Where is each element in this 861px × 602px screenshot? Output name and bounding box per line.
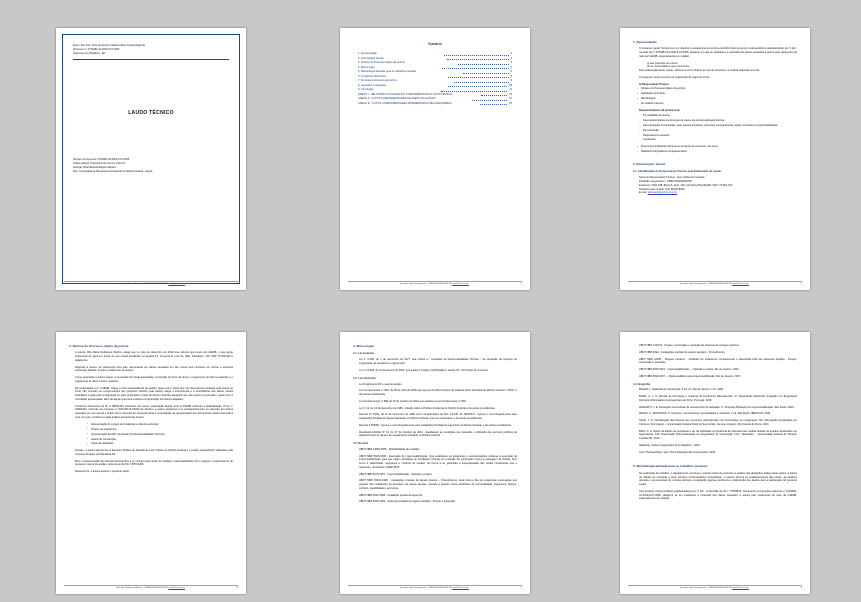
page-footer	[64, 585, 238, 590]
page-number: 1	[236, 283, 238, 285]
summary-dots	[463, 70, 508, 74]
subsection-title: 2.1. Identificação do Responsável Técnico pela Elaboração do Laudo.	[633, 170, 722, 174]
bibliography-item: Lima Thomas/Ariele, Veto. Novo Patologia das Construções, 2020.	[639, 450, 716, 454]
summary-dots	[458, 61, 509, 65]
summary-list	[358, 52, 512, 106]
summary-entry-page: 38	[509, 83, 513, 87]
subsection-label: Desenvolvimento da perícia com:	[639, 109, 681, 113]
summary-entry-page: 75	[509, 92, 513, 96]
summary-title: Sumário	[428, 42, 442, 46]
page-number: 4	[236, 587, 238, 589]
norm-item: ABNT NBR 7229:03 - Projeto, construção e operação de sistemas de tanques sépticos.	[639, 344, 740, 347]
list-item: ▪ Apresentação do projeto de fundações e cálculo estrutural;	[91, 423, 233, 427]
norm-item: ABNT NBR 9575:2010 - Impermeabilização — Seleção e projeto. Rio de Janeiro, 2010.	[639, 368, 740, 371]
paragraph: Lei nº 6.496, de 7 de dezembro de 1977, que institui a " Anotação de Responsabilidade Técnica " na prestação de serviços de engenharia, de arquitetura e agronomia.	[359, 358, 517, 366]
responsible-info	[639, 176, 797, 195]
footer-author: Jose dos Guilherme Howack - CREA 000000000/SP-DF	[399, 283, 452, 285]
summary-dots	[454, 79, 509, 83]
email-link[interactable]: jahowack@yahoo.com.br	[647, 191, 677, 195]
footer-author: Jose dos Guilherme Howack - CREA 000000000/SP-DF	[679, 587, 732, 589]
footer-email-link[interactable]: email@email.com	[732, 587, 749, 589]
email-label: E-mail:	[639, 191, 648, 195]
cover-border	[62, 34, 240, 284]
summary-dots	[444, 52, 509, 56]
document-page-5	[340, 332, 530, 594]
list-item: ▪ Documento individual referente ao contexto do processo, dos anos;	[641, 145, 797, 149]
paragraph: Para elaboração deste Laudo, utilizou-se como diretriz as normas técnicas e a vistoria realizada no local.	[639, 69, 760, 73]
summary-entry-label: 6. O histórico da Perícia	[358, 74, 386, 78]
info-line: Telefone para contato: (61) 98146-8620	[639, 187, 685, 191]
subsection-title: 4.2. Leis Distritais	[353, 376, 376, 380]
paragraph: Desses, a autora apresentou a Escritura Pública de Doação de Lote Urbano do Distrito Federal e o projeto arquitetônico elaborado pela empresa Projetec de Planaltina-DF.	[75, 449, 233, 456]
page-number: 2	[520, 283, 522, 285]
list-item: ▪ legislação pertinente;	[641, 92, 797, 96]
footer-author: Jose dos Guilherme Howack - CREA 000000000/SP-DF	[399, 587, 452, 589]
paragraph: Bem a apresentação dos demais documentos a ré conclui estar tendo de qualquer responsabilidade civil e sugeriu o arquivamento do processo interno de análise, documento de ID nº 88701266.	[75, 459, 233, 467]
summary-entry-page: 8	[510, 74, 513, 78]
summary-entry-label: ANEXO I - RELATÓRIO FOTOGRÁFICO COMPLEMENTAR DA VISITA TÉCNICA	[358, 92, 453, 96]
list-item: ▪ Carta de Habitação	[91, 442, 233, 446]
paragraph: Como reparação a autora requer a concessão de tutela antecipada, a inversão do ônus da prova, o pagamento de danos materiais e o pagamento de dano moral e material.	[75, 376, 233, 383]
summary-dots	[442, 66, 508, 70]
list-item: ▪ Síntese do Processo objeto da perícia;	[641, 87, 797, 91]
list-item: ▪ Relatórios fotográficos complementares.	[641, 150, 797, 154]
document-page-2	[340, 28, 530, 290]
plaintiff: Autor(a): Rita Maria Rodrigues Martins	[73, 166, 116, 170]
footer-author: Jose dos Guilherme Howack - CREA 000000000/SP-DF	[679, 283, 732, 285]
summary-entry-label: 1. Apresentação	[358, 52, 377, 55]
paragraph: O(s) ponto(s) controvertido(s) estabelecido(s) por V. Exª. na Decisão de ID nº 70535874, documento do processo referente nº 0704081-34.2020-8.07.0005, alega(m) se em esclarecer a extensão dos danos causados à autora pelo vazamento de rede da CAESB, especialmente em relação:	[639, 489, 797, 501]
norm-item: ABNT NBR 15844:1998 - Instalações prediais de águas pluviais – Procedimento. Esta Norma fixa as exigências necessárias aos projetos das instalações de drenagem de águas pluviais, visando a garantir níveis aceitáveis de funcionalidade, segurança, higiene, conforto, durabilidade e economia.	[359, 479, 517, 490]
bibliography-item: BINA, D. H. Efeito da adição de pozolanas e de cal hidratada na incidência de efloresências medida através de ensaios acelerados em argamassas. 100. Dissertação (Pós-Graduação em Engenharia de Construção Civil - Mestrado) – Universidade Federal do Paraná. Curitiba-PR, 2016.	[639, 429, 797, 441]
summary-entry-label: 2. Informações Gerais	[358, 56, 384, 60]
bibliography-item: Saldanha, Carlos: Engenharia de Fundações I, 2020.	[639, 443, 701, 447]
bullet-list-3	[641, 145, 797, 154]
summary-entry-page: 6	[510, 70, 512, 74]
summary-entry-label: 5. Metodologia adotada para os trabalhos periciais	[358, 70, 417, 74]
summary-dots	[480, 102, 507, 106]
page-footer	[64, 281, 238, 286]
list-item: - Das características construtivas da casa e da contextualização técnica;	[643, 119, 797, 123]
norm-item: ABNT NBR 5626:1998 - Instalação predial de água fria.	[359, 493, 423, 497]
document-requirements-list	[91, 423, 233, 447]
summary-dots	[448, 75, 508, 79]
paragraph: Desta forma, a autora ajuizou o presente pleito.	[75, 470, 130, 474]
summary-dots	[441, 88, 507, 92]
norm-item: ABNT NBR 6492 - Instalações prediais de esgoto sanitário - Procedimento.	[639, 350, 726, 354]
cover-header-line: Vara Cível de Planaltina - DF	[73, 51, 106, 55]
section-title-metodologia: 5. Metodologia adotada para os trabalhos periciais	[633, 464, 708, 469]
summary-entry-label: ANEXO II - FOTOS COMPLEMENTARES DE ANEXO DA AUTORA	[358, 97, 436, 101]
page-number: 3	[800, 283, 802, 285]
defendant: Réu: Companhia de Saneamento Ambiental do Distrito Federal - Caesb	[73, 170, 153, 174]
summary-dots	[481, 93, 507, 97]
paragraph: Na contestação a ré, CAESB, requer a total improcedência do pedido, alega que o pleito que nos documentos juntados pela autora no início não constam as comprovações dos prejuízos sofridos pela autora, alega a inocorrência e a exorbitância dos danos morais solicitados e julga pela impugnação ao valor pretendido a título de danos materiais alegando que não restou comprovado o gasto com a correlação apresentada, além de alegar que lavra a efetiva comprovação dos danos alegados.	[75, 386, 233, 401]
judicial-class: Classe judicial: Procedimento Comum Cível (7)	[73, 162, 126, 166]
summary-entry-page: 74	[509, 88, 512, 92]
paragraph: Lei nº 10.406, de 10 de janeiro de 2002, que institui o Código Civil Brasileiro, Seção VII - Do Direito de Construir.	[359, 368, 489, 372]
footer-email-link[interactable]: email@email.com	[452, 587, 469, 589]
cover-header	[73, 44, 229, 56]
bibliography-item: BAUER, L. Materiais de Construção. 5 ed. rev. Rio de Janeiro: LTC, 2000.	[639, 388, 724, 392]
cover-metadata	[73, 158, 229, 174]
paragraph: Na realização do trabalho, o planejamento envolveu o estudo prévio do processo a análise das alegações dadas pelas partes, à leitura de citados de conteúdo e do(s) ponto(s) controvertido(s) levantado(s), a vistoria técnica ao estabelecimento das partes, as análises técnicas e as pesquisas de normas técnicas e legislação vigentes pertinente e elaboração dos laudos para a elaboração do presente Laudo.	[639, 471, 797, 487]
list-item: ▪ Projeto de arquitetura;	[91, 428, 233, 432]
summary-entry[interactable]	[358, 102, 512, 107]
info-line: Profissão: Engenheiro - CREA 000000000/SP	[639, 180, 692, 184]
paragraph: O presente Laudo encontra-se organizado da seguinte forma:	[639, 75, 710, 79]
summary-entry-page: 3	[510, 52, 513, 55]
footer-email-link[interactable]: email@email.com	[732, 283, 749, 285]
summary-entry-label: 7. Do desenvolvimento da perícia	[358, 79, 397, 83]
paragraph: Decreto 5.839/80 - Aprova o novo Regulamento para Instalações Prediais de Água Fria no Distrito Federal, e dá outras providências.	[359, 423, 512, 427]
summary-dots	[448, 84, 508, 88]
summary-entry-label: 8. Questões e respostas	[358, 83, 387, 87]
section-title-informacoes: 2. Informações Gerais	[633, 161, 666, 166]
subsection-title: 4.3. Normas	[353, 442, 369, 446]
list-item: - Conclusão;	[643, 138, 797, 142]
section-title-sintese: 3. Síntese do Processo objeto da perícia	[69, 344, 129, 348]
summary-entry-page: 9	[510, 79, 513, 83]
norm-item: ABNT NBR 9575:2010 - Impermeabilização - Seleção e projeto.	[359, 472, 433, 476]
document-page-6	[620, 332, 810, 594]
bibliography-item: SILVA, T. R. Identificação das fissuras que provocam efloresências nas construções em argamassa. 80f. Monografia (Graduação em Ciência e Tecnologia) – Universidade Federal Rural do Semi-Árido, Campus Angicos, Rio Grande do Norte, 2011.	[639, 419, 797, 426]
summary-entry-page: 4	[510, 61, 513, 65]
norm-item: ABNT NBR 5626:2008 - Execução de impermeabilização. Que estabelece as exigências e recomendações relativas à execução de impermeabilização para que sejam atendidas as condições mínimas de proteção da construção contra a passagem de fluidos, bem como a salubridade, segurança e conforto do usuário, de forma a ter garantida a estanqueidade das partes construtivas que a requeiram, atendendo a NBR 9575.	[359, 454, 517, 469]
norm-item: ABNT NBR 9690:2007 — Manta asfáltica para impermeabilização. Rio de Janeiro, 2007.	[639, 374, 741, 378]
subsection-label: a) Responsável Técnico;	[639, 82, 670, 86]
list-item: ▪ Apresentação da ART (Anotação de Responsabilidade Técnica);	[91, 433, 233, 437]
process-number: Número do processo: 0704081-34.2020-8.07.0005	[73, 158, 130, 162]
summary-entry-page: 3	[510, 56, 513, 60]
paragraph: Lei Orgânica do DF e suas Emendas.	[359, 382, 403, 386]
list-item: - Da conclusão;	[643, 129, 797, 133]
footer-author: Jose dos Guilherme Howack - CREA 000000000/SP-DF	[115, 587, 168, 589]
paragraph: Lei nº 41, de 13 de Setembro de 1989 - Dispõe sobre a Política Ambiental do Distrito Federal e dá outras providências.	[359, 406, 496, 410]
norm-item: ABNT NBR 14653:2008 - Rebatibilidade de medidas	[359, 447, 420, 451]
paragraph: O presente Laudo Técnico tem por objetivo o esclarecimento técnico-científico do(s) ponto(s) controvertido(s) estabelecido(s) por V. Exª. na ação de nº 0704081-34.2020-8.07.0005, objeto(s) em que se estabelece a extensão dos danos causados à autora pelo vazamento de rede da CAESB, especialmente em relação:	[639, 47, 797, 58]
section-title-apresentacao: 1. Apresentação	[633, 40, 657, 44]
footer-email-link[interactable]: email@email.com	[168, 283, 185, 285]
norm-item: ABNT NBR 12655 - Tanques sépticos - Unidades de tratamento complementar e disposição final dos efluentes líquidos - Projeto, construção e operação.	[639, 357, 797, 365]
paragraph: A autora, Rita Maria Rodrigues Martins, alega que no mês de dezembro de 2019 teve ciência que novos da CAESB, o que gerou vazamento de água em frente ao seu imóvel localizado na Quadra 16, Conjunto E, Lote 01, BRL, Planaltina - DF, CEP 73.339-025 e adjacentes.	[75, 351, 233, 362]
subsection-title: 4.1. Lei Federais	[353, 352, 374, 356]
cover-header-line: Exmo. Sra. Dra. Juíza de Direito Izabella Lafloer Freitas Rigonda	[73, 44, 145, 47]
list-item: - Resposta aos quesitos;	[643, 134, 797, 138]
page-footer	[348, 585, 522, 590]
info-line: Nome do Responsável Técnico: Jose Guilherme Howack	[639, 176, 705, 180]
page-footer	[628, 281, 802, 286]
summary-entry-page: 78	[509, 101, 512, 105]
document-page-4	[56, 332, 246, 594]
list-item: - Das patologias encontradas, suas causas prováveis, possíveis consequências, ações corretivas e responsabilidades;	[643, 124, 797, 128]
document-page-3	[620, 28, 810, 290]
list-item: - Da realidade da autora;	[643, 114, 797, 118]
paragraph: Lei Complementar nº 854 de 15 de outubro de 2012 que atualiza a Lei Complementar nº 803.	[359, 399, 467, 403]
info-line: Endereço: SQN 208, Bloco A, Apto. 304, Asa Norte Brasília/DF. CEP: 70.854-010	[639, 183, 733, 187]
bullet-list-1	[641, 87, 797, 106]
subsection-title-biografia: 4.4. Biografia	[633, 382, 650, 386]
list-item: ▪ Do relatório técnico;	[641, 102, 797, 106]
bibliography-item: MENTA, P., MONTEIRO, P. Concreto: microestrutura, propriedades e materiais. 1 ed. São Paulo: IBRACON, 2008.	[639, 412, 771, 416]
paragraph: Segundo a autora, tal vazamento teria sido responsável por danos causados em seu imóvel que incluíram em trincas e estrutura estruturais afetada, trincas e problemas na pintura.	[75, 365, 233, 373]
cover-divider-top	[73, 59, 229, 60]
summary-entry-label: 4. Marco legal	[358, 65, 375, 69]
summary-entry-page: 5	[510, 65, 512, 69]
page-number: 6	[800, 587, 802, 589]
page-footer	[348, 281, 522, 286]
bullet-list-2	[643, 114, 797, 142]
summary-entry-label: 9. Conclusão	[358, 88, 374, 92]
summary-entry-label: ANEXO III - FOTOS COMPLEMENTARES APRESENTADAS PELA REQUERIDA	[358, 101, 452, 105]
list-item: ▪ Metodologia;	[641, 97, 797, 101]
list-item: (ii) ao nexo(s)/danos que porventura;	[647, 65, 690, 69]
summary-dots	[472, 97, 507, 101]
info-line-email	[639, 191, 797, 195]
cover-header-line: Processo nº: 0704081.34.2020-8.07.0005	[73, 47, 120, 51]
paragraph: Conforme documento de ID nº 88701245 constante nos autos, reclamação aberta junto à CAESB referente à judicialização, Pl de nº 44060320, referente ao processo nº 040.000.412/2020 de ofertam, a autora questionou um prestacionamento em atenção aos danos causados em seu imóvel e obtive como resposta da concessionária a necessidade da apresentação dos documentos abaixo elencados uma vez que o problema exigia análise estrutural do imóvel:	[75, 404, 233, 419]
page-footer	[628, 585, 802, 590]
bibliography-item: GRANATO, J. E. Patologias construtivas de revestimento de fachadas. In: Simpósio Brasileiro de Impermeabilização. São Paulo, 2000.	[639, 405, 795, 409]
section-title-marco-legal: 4. Marco legal	[353, 344, 374, 348]
document-page-1	[56, 28, 246, 290]
bibliography-item: BORA, A. L. G. Estudo de Formação e Controle do Fenômeno Efloresências. 2ª. Dissertação (Mestrado Integrado em Engenharia Química) efloriculados de Engenharia do Porto, Portugal, 2008.	[639, 395, 797, 402]
paragraph: Decreto Nº 5.831, de 27 de Novembro de 1980 (Com as alterações do Dec. 16.035, de 19/05/97) - Aprova o novo Regulamento para Instalações Prediais de Águas Sanitárias no Distrito Federal, que com esta baixa, e dá outras providências.	[359, 413, 517, 421]
list-item: ▪ Alvará de Construção;	[91, 438, 233, 442]
summary-dots	[447, 57, 509, 61]
footer-author: Jose dos Guilherme Howack - CREA 000000000/SP-DF	[115, 283, 168, 285]
norm-item: ABNT NBR 8160:1999 - Sistemas prediais de esgoto sanitário - Projeto e execução	[359, 500, 455, 504]
list-item: (i) aos prejuízos ao imóvel;	[647, 61, 678, 65]
paragraph: Resolução ADASA Nº 14, de 27 de Outubro de 2011 - Estabelece as condições de prestação e utilização dos serviços públicos de abastecimento de água e de esgotamento sanitário no Distrito Federal.	[359, 430, 517, 438]
footer-email-link[interactable]: email@email.com	[168, 587, 185, 589]
page-number: 5	[520, 587, 522, 589]
page-title: LAUDO TÉCNICO	[128, 110, 174, 117]
summary-entry-page: 76	[509, 97, 512, 101]
footer-email-link[interactable]: email@email.com	[452, 283, 469, 285]
summary-entry-label: 3. Síntese do Processo objeto da perícia	[358, 61, 405, 65]
paragraph: Lei Complementar nº 803, de 25 de abril de 2009 que aprova do Plano Diretor de Ordenamento Territorial do Distrito Federal – PDOT e dá outras providências.	[359, 389, 517, 397]
